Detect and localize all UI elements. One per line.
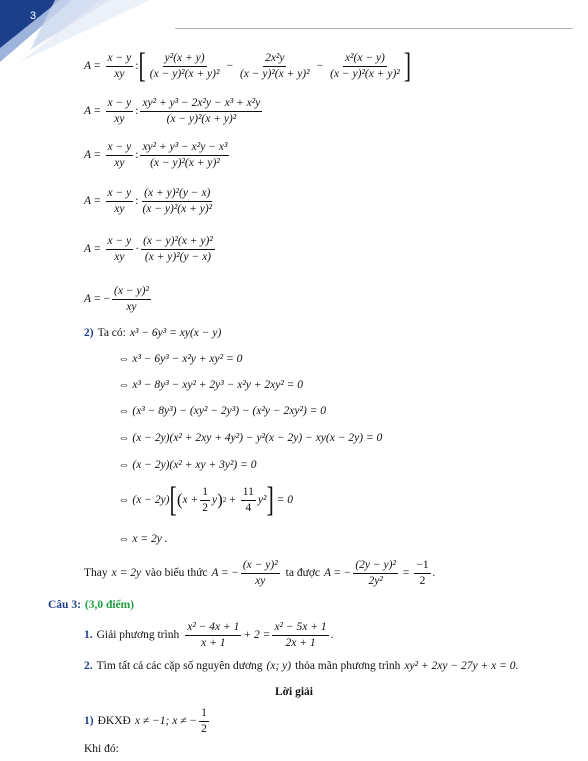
part2-eq5: ⇔ (x − 2y)(x² + xy + 3y²) = 0 — [118, 459, 257, 471]
part2-intro: 2) Ta có: x³ − 6y³ = xy(x − y) — [84, 327, 222, 339]
page-number: 3 — [30, 10, 37, 22]
question-3-part-1: 1. Giải phương trình $\frac{\text{x² − 4x + 1}}{x + 1}$ + 2 = $\frac{\text{x² − 5x + 1}}{2x + 1}$ . — [84, 620, 334, 649]
part2-eq6: ⇔ (x − 2y) [ ( x + $\frac{1}{2}$ y ) 2 + $\frac{11}{4}$ y² ] = 0 — [118, 479, 294, 520]
part2-eq4: ⇔ (x − 2y)(x² + 2xy + 4y²) − y²(x − 2y) − xy(x − 2y) = 0 — [118, 432, 383, 444]
step-1: A = $\frac{x - y}{xy}$ : [ $\frac{\text{y²(x + y)}}{\text{(x − y)²(x + y)²}}$ − $\frac{\text{2x²y}}{\text{(x − y)²(x + y)²}}$ − $\frac{\text{x²(x − y)}}{\text{(x − y)²(x + y)²}}$ ] — [84, 45, 412, 86]
solution-heading: Lời giải — [275, 686, 313, 698]
header-rule — [175, 28, 573, 29]
part2-eq7: ⇔ x = 2y . — [118, 533, 168, 545]
question-3-title: Câu 3: (3,0 điểm) — [48, 599, 135, 611]
step-3: A = $\frac{x - y}{xy}$ : $\frac{\text{xy² + y³ − x²y − x³}}{\text{(x − y)²(x + y)²}}$ — [84, 140, 228, 169]
step-5: A = $\frac{x - y}{xy}$ · $\frac{\text{(x − y)²(x + y)²}}{\text{(x + y)²(y − x)}}$ — [84, 234, 213, 263]
step-6: A = − $\frac{\text{(x − y)²}}{xy}$ — [84, 284, 149, 313]
step-2: A = $\frac{x - y}{xy}$ : $\frac{\text{xy² + y³ − 2x²y − x³ + x²y}}{\text{(x − y)²(x + y)²}}$ — [84, 96, 261, 125]
solution-1: 1) ĐKXĐ x ≠ −1; x ≠ − $\frac{1}{2}$ — [84, 706, 207, 735]
part2-eq1: ⇔ x³ − 6y³ − x²y + xy² = 0 — [118, 353, 243, 365]
khi-do: Khi đó: — [84, 743, 119, 755]
question-3-part-2: 2. Tìm tất cả các cặp số nguyên dương (x; y) thỏa mãn phương trình xy² + 2xy − 27y + x = 0. — [84, 660, 519, 672]
fraction: $\frac{x - y}{xy}$ — [107, 51, 132, 80]
step-4: A = $\frac{x - y}{xy}$ : $\frac{\text{(x + y)²(y − x)}}{\text{(x − y)²(x + y)²}}$ — [84, 186, 213, 215]
part2-result: Thay x = 2y vào biểu thức A = − $\frac{\text{(x − y)²}}{xy}$ ta được A = − $\frac{\text{(2y − y)²}}{\text{2y²}}$ = $\frac{-1}{2}$ . — [84, 558, 436, 587]
part2-eq2: ⇔ x³ − 8y³ − xy² + 2y³ − x²y + 2xy² = 0 — [118, 379, 304, 391]
part2-eq3: ⇔ (x³ − 8y³) − (xy² − 2y³) − (x²y − 2xy²) = 0 — [118, 405, 327, 417]
